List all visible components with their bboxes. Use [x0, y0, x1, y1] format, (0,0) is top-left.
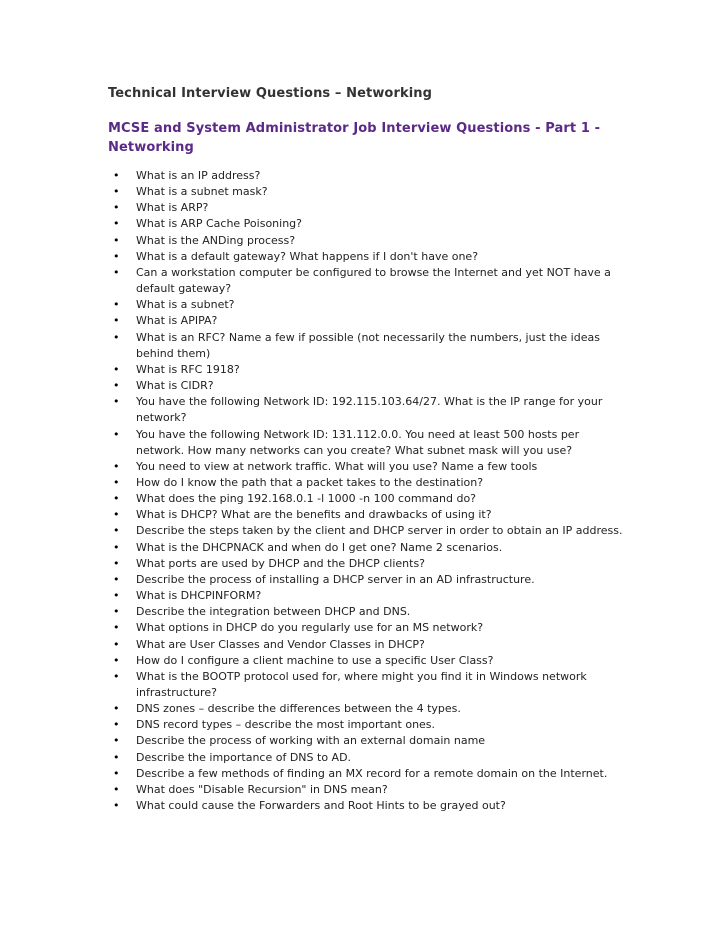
list-item: [108, 362, 628, 378]
bullet-icon: •: [113, 169, 120, 182]
list-item: [108, 459, 628, 475]
bullet-icon: •: [113, 201, 120, 215]
question-text: You need to view at network traffic. What will you use? Name a few tools: [136, 459, 538, 473]
bullet-icon: •: [113, 718, 120, 732]
bullet-icon: •: [113, 702, 120, 716]
bullet-icon: •: [113, 233, 120, 247]
list-item: [108, 604, 628, 620]
list-item: [108, 588, 628, 604]
list-item: [108, 669, 628, 701]
question-text: What is ARP Cache Poisoning?: [136, 217, 302, 231]
list-item: [108, 733, 628, 749]
question-text: Describe the process of installing a DHCP server in an AD infrastructure.: [136, 572, 535, 586]
question-text: What is an RFC? Name a few if possible (not necessarily the numbers, just the ideas behind them): [136, 330, 600, 360]
bullet-icon: •: [113, 185, 120, 199]
question-text: What are User Classes and Vendor Classes in DHCP?: [136, 637, 425, 651]
question-text: What could cause the Forwarders and Root Hints to be grayed out?: [136, 799, 506, 813]
bullet-icon: •: [113, 637, 120, 651]
list-item: [108, 475, 628, 491]
bullet-icon: •: [113, 653, 120, 667]
question-text: How do I configure a client machine to use a specific User Class?: [136, 653, 494, 667]
list-item: [108, 750, 628, 766]
bullet-icon: •: [113, 750, 120, 764]
list-item: [108, 378, 628, 394]
question-text: What ports are used by DHCP and the DHCP clients?: [136, 556, 426, 570]
bullet-icon: •: [113, 766, 120, 780]
list-item: [108, 249, 628, 265]
bullet-icon: •: [113, 330, 120, 344]
list-item: [108, 507, 628, 523]
bullet-icon: •: [113, 362, 120, 376]
bullet-icon: •: [113, 475, 120, 489]
list-item: [108, 766, 628, 782]
bullet-icon: •: [113, 459, 120, 473]
list-item: [108, 313, 628, 329]
list-item: [108, 200, 628, 216]
question-text: Describe the steps taken by the client and DHCP server in order to obtain an IP address.: [136, 524, 623, 538]
list-item: [108, 297, 628, 313]
bullet-icon: •: [113, 556, 120, 570]
question-text: Describe the process of working with an external domain name: [136, 734, 486, 748]
question-text: What does "Disable Recursion" in DNS mean?: [136, 782, 388, 796]
bullet-icon: •: [113, 572, 120, 586]
list-item: [108, 184, 628, 200]
question-text: Describe the integration between DHCP and DNS.: [136, 605, 411, 619]
bullet-icon: •: [113, 265, 120, 279]
question-text: What is a subnet mask?: [136, 185, 268, 199]
list-item: [108, 427, 628, 459]
bullet-icon: •: [113, 669, 120, 683]
bullet-icon: •: [113, 734, 120, 748]
bullet-icon: •: [113, 379, 120, 393]
question-text: Can a workstation computer be configured to browse the Internet and yet NOT have a default gateway?: [136, 265, 611, 296]
bullet-icon: •: [113, 249, 120, 263]
bullet-icon: •: [113, 217, 120, 231]
question-text: What is DHCP? What are the benefits and drawbacks of using it?: [136, 508, 492, 522]
question-text: What is CIDR?: [136, 379, 214, 393]
question-text: What is the ANDing process?: [136, 233, 296, 247]
page-title: Technical Interview Questions – Networking: [108, 86, 433, 101]
bullet-icon: •: [113, 524, 120, 538]
bullet-icon: •: [113, 605, 120, 619]
bullet-icon: •: [113, 799, 120, 813]
list-item: [108, 717, 628, 733]
list-item: [108, 330, 628, 362]
question-text: What is APIPA?: [136, 314, 218, 328]
list-item: [108, 265, 628, 297]
question-text: What does the ping 192.168.0.1 -l 1000 -n 100 command do?: [136, 492, 477, 506]
list-item: [108, 798, 628, 814]
bullet-icon: •: [113, 782, 120, 796]
list-item: [108, 491, 628, 507]
question-text: What is a default gateway? What happens if I don't have one?: [136, 249, 479, 263]
list-item: [108, 523, 628, 539]
question-text: What options in DHCP do you regularly use for an MS network?: [136, 621, 484, 635]
question-text: DNS zones – describe the differences between the 4 types.: [136, 702, 461, 716]
bullet-icon: •: [113, 395, 120, 409]
question-text: You have the following Network ID: 131.112.0.0. You need at least 500 hosts per network. How many networks can you create? What subnet mask will you use?: [136, 427, 580, 457]
bullet-icon: •: [113, 508, 120, 522]
list-item: [108, 540, 628, 556]
question-text: What is an IP address?: [136, 169, 261, 182]
bullet-icon: •: [113, 314, 120, 328]
list-item: [108, 216, 628, 232]
list-item: [108, 233, 628, 249]
question-text: Describe the importance of DNS to AD.: [136, 750, 352, 764]
list-item: [108, 168, 628, 184]
question-text: How do I know the path that a packet takes to the destination?: [136, 475, 484, 489]
question-text: What is a subnet?: [136, 298, 235, 312]
bullet-icon: •: [113, 298, 120, 312]
question-list: [108, 168, 628, 814]
question-text: You have the following Network ID: 192.115.103.64/27. What is the IP range for your network?: [136, 395, 603, 425]
bullet-icon: •: [113, 621, 120, 635]
question-text: What is DHCPINFORM?: [136, 589, 262, 603]
list-item: [108, 653, 628, 669]
question-text: What is the BOOTP protocol used for, where might you find it in Windows network infrastructure?: [136, 669, 587, 699]
question-text: DNS record types – describe the most important ones.: [136, 718, 436, 732]
list-item: [108, 572, 628, 588]
list-item: [108, 637, 628, 653]
question-text: What is ARP?: [136, 201, 209, 215]
bullet-icon: •: [113, 427, 120, 441]
bullet-icon: •: [113, 540, 120, 554]
list-item: [108, 782, 628, 798]
question-text: What is the DHCPNACK and when do I get one? Name 2 scenarios.: [136, 540, 503, 554]
bullet-icon: •: [113, 492, 120, 506]
question-text: Describe a few methods of finding an MX record for a remote domain on the Internet.: [136, 766, 608, 780]
list-item: [108, 394, 628, 426]
list-item: [108, 701, 628, 717]
bullet-icon: •: [113, 589, 120, 603]
list-item: [108, 556, 628, 572]
list-item: [108, 620, 628, 636]
question-text: What is RFC 1918?: [136, 362, 240, 376]
section-heading: MCSE and System Administrator Job Interview Questions - Part 1 - Networking: [108, 121, 601, 155]
